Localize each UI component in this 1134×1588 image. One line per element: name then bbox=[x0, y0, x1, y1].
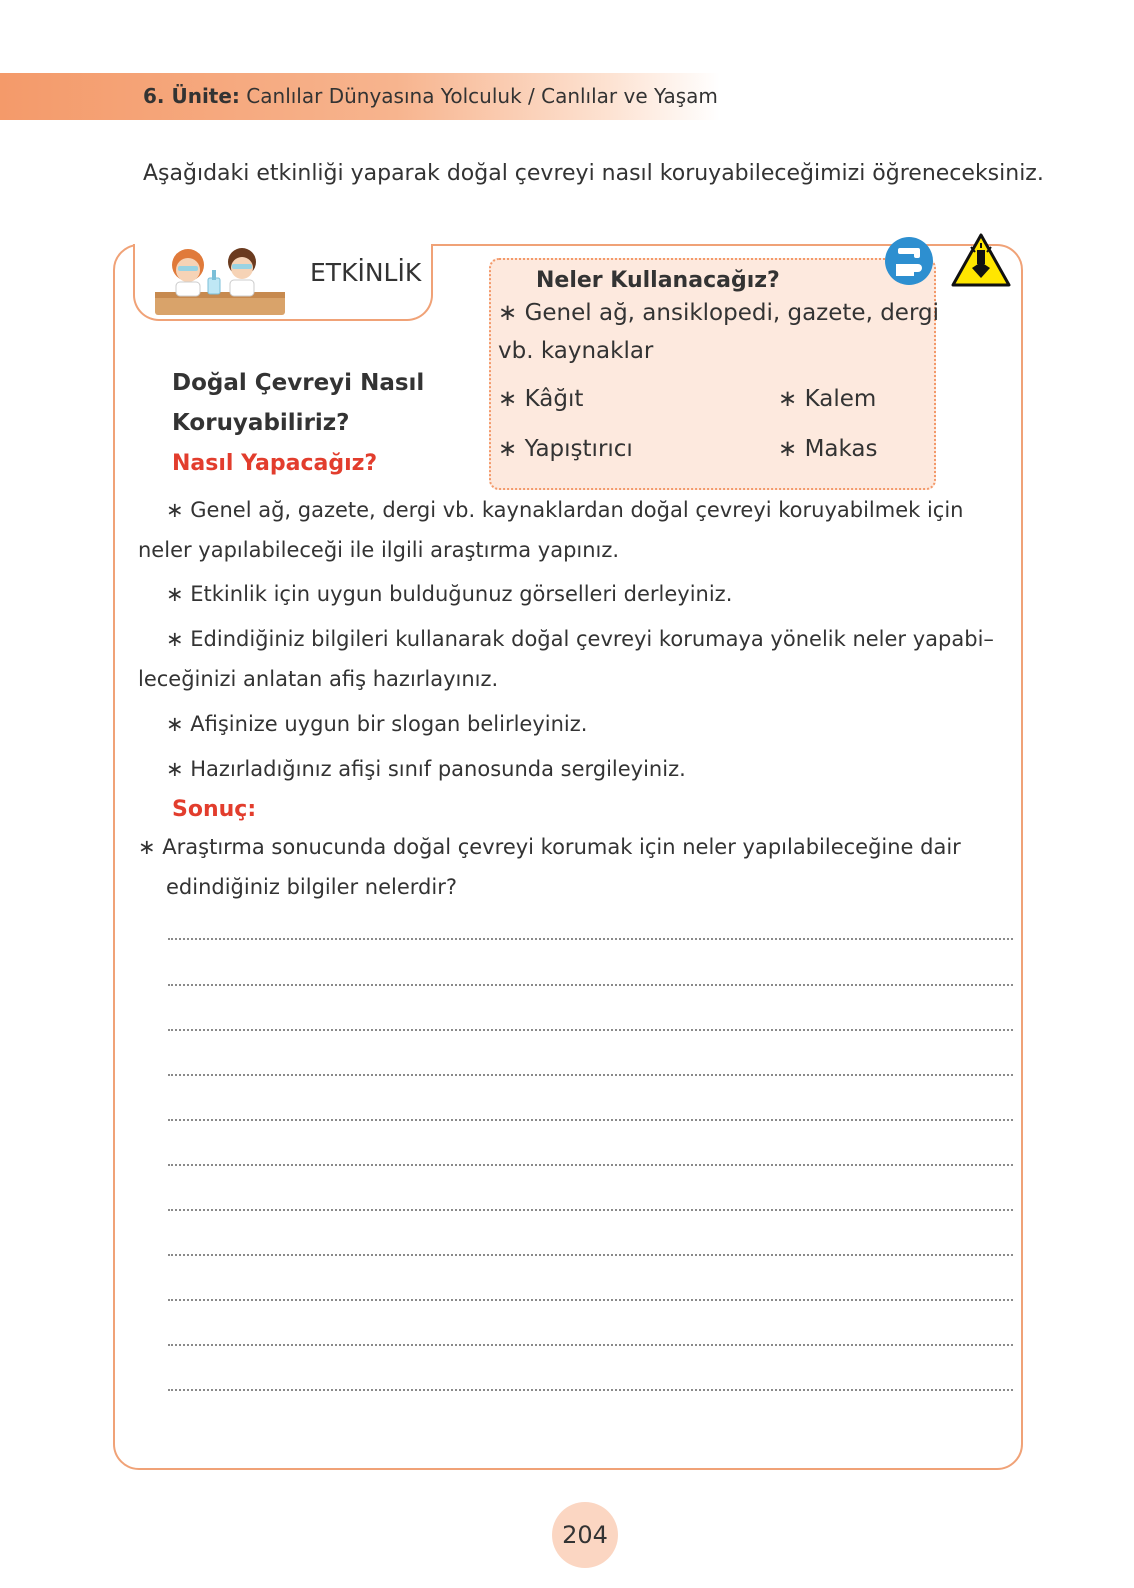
answer-line[interactable] bbox=[168, 1299, 1013, 1301]
supply-item-sources: ∗ Genel ağ, ansiklopedi, gazete, dergi bbox=[498, 300, 939, 326]
step-1-line1: ∗ Genel ağ, gazete, dergi vb. kaynaklardan doğal çevreyi koruyabilmek için bbox=[166, 498, 964, 522]
step-3-line2: leceğinizi anlatan afiş hazırlayınız. bbox=[138, 667, 499, 691]
step-1-line2: neler yapılabileceği ile ilgili araştırma yapınız. bbox=[138, 538, 620, 562]
activity-question-line1: Doğal Çevreyi Nasıl bbox=[172, 370, 425, 396]
step-3-line1: ∗ Edindiğiniz bilgileri kullanarak doğal çevreyi korumaya yönelik neler yapabi– bbox=[166, 627, 994, 651]
activity-question-line2: Koruyabiliriz? bbox=[172, 410, 350, 436]
supply-item-sources-cont: vb. kaynaklar bbox=[498, 338, 654, 364]
hand-wash-icon bbox=[884, 236, 934, 286]
unit-label: 6. Ünite: bbox=[143, 84, 240, 108]
supply-item-scissors: ∗ Makas bbox=[778, 436, 878, 462]
answer-line[interactable] bbox=[168, 938, 1013, 940]
result-title: Sonuç: bbox=[172, 797, 257, 822]
answer-line[interactable] bbox=[168, 1029, 1013, 1031]
answer-line[interactable] bbox=[168, 1164, 1013, 1166]
supply-item-paper: ∗ Kâğıt bbox=[498, 386, 584, 412]
result-question-line2: edindiğiniz bilgiler nelerdir? bbox=[166, 875, 457, 899]
answer-line[interactable] bbox=[168, 1209, 1013, 1211]
answer-line[interactable] bbox=[168, 1119, 1013, 1121]
answer-line[interactable] bbox=[168, 1254, 1013, 1256]
answer-line[interactable] bbox=[168, 1389, 1013, 1391]
step-5: ∗ Hazırladığınız afişi sınıf panosunda sergileyiniz. bbox=[166, 757, 686, 781]
unit-title: Canlılar Dünyasına Yolculuk / Canlılar ve Yaşam bbox=[246, 84, 718, 108]
supply-item-glue: ∗ Yapıştırıcı bbox=[498, 436, 633, 462]
answer-line[interactable] bbox=[168, 1344, 1013, 1346]
page-number: 204 bbox=[552, 1502, 618, 1568]
activity-label: ETKİNLİK bbox=[310, 258, 422, 287]
result-question-line1: ∗ Araştırma sonucunda doğal çevreyi korumak için neler yapılabileceğine dair bbox=[138, 835, 961, 859]
step-2: ∗ Etkinlik için uygun bulduğunuz görselleri derleyiniz. bbox=[166, 582, 733, 606]
how-title: Nasıl Yapacağız? bbox=[172, 451, 378, 476]
supply-item-pencil: ∗ Kalem bbox=[778, 386, 877, 412]
intro-text: Aşağıdaki etkinliği yaparak doğal çevreyi nasıl koruyabileceğimizi öğreneceksiniz. bbox=[143, 161, 1044, 186]
answer-line[interactable] bbox=[168, 984, 1013, 986]
kids-lab-illustration bbox=[150, 240, 290, 320]
step-4: ∗ Afişinize uygun bir slogan belirleyiniz. bbox=[166, 712, 588, 736]
unit-header bbox=[143, 84, 718, 108]
answer-line[interactable] bbox=[168, 1074, 1013, 1076]
supplies-title: Neler Kullanacağız? bbox=[536, 268, 780, 293]
warning-sharp-object-icon bbox=[950, 232, 1012, 288]
